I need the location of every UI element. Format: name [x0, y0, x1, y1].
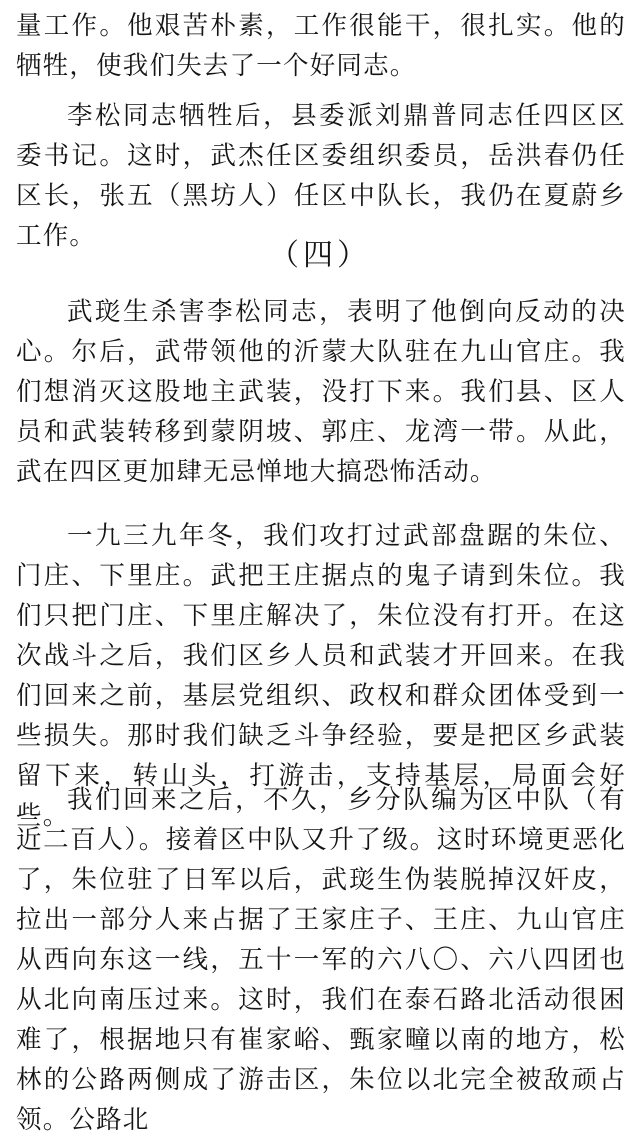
paragraph: 我们回来之后，不久，乡分队编为区中队（有近二百人）。接着区中队又升了级。这时环境更恶化了，朱位驻了日军以后，武珳生伪装脱掉汉奸皮，拉出一部分人来占据了王家庄子、王庄、九山官庄从西向东这一线，五十一军的六八〇、六八四团也从北向南压过来。这时，我们在泰石路北活动很困难了，根据地只有崔家峪、甄家疃以南的地方，松林的公路两侧成了游击区，朱位以北完全被敌顽占领。公路北 [16, 785, 626, 1135]
paragraph-continuation: 量工作。他艰苦朴素，工作很能干，很扎实。他的牺牲，使我们失去了一个好同志。 [16, 11, 626, 81]
paragraph: 李松同志牺牲后，县委派刘鼎普同志任四区区委书记。这时，武杰任区委组织委员，岳洪春仍任区长，张五（黑坊人）任区中队长，我仍在夏蔚乡工作。 [16, 101, 626, 251]
paragraph: 一九三九年冬，我们攻打过武部盘踞的朱位、门庄、下里庄。武把王庄据点的鬼子请到朱位。我们只把门庄、下里庄解决了，朱位没有打开。在这次战斗之后，我们区乡人员和武装才开回来。在我们回来之前，基层党组织、政权和群众团体受到一些损失。那时我们缺乏斗争经验，要是把区乡武装留下来，转山头，打游击，支持基层，局面会好些。 [16, 521, 626, 831]
section-heading: （四） [269, 238, 371, 273]
paragraph: 武珳生杀害李松同志，表明了他倒向反动的决心。尔后，武带领他的沂蒙大队驻在九山官庄。我们想消灭这股地主武装，没打下来。我们县、区人员和武装转移到蒙阴坡、郭庄、龙湾一带。从此，武在四区更加肆无忌惮地大搞恐怖活动。 [16, 297, 626, 487]
